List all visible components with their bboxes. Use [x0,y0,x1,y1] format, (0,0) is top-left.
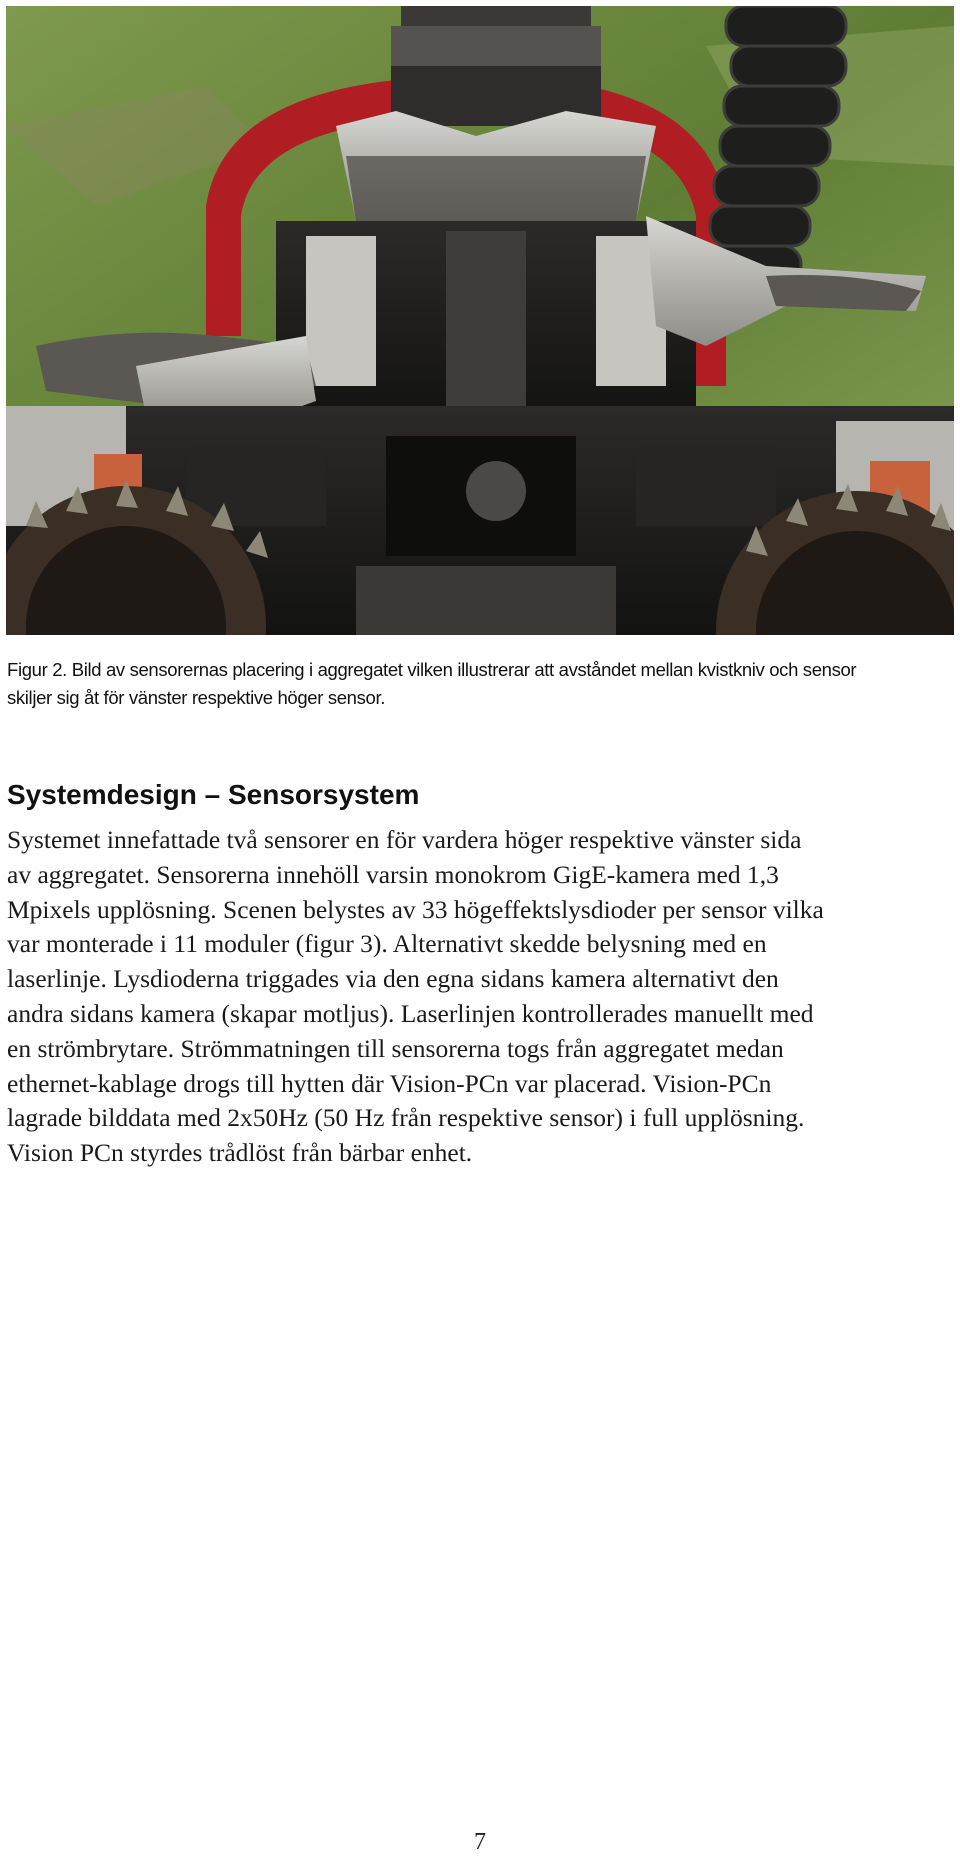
body-line: laserlinje. Lysdioderna triggades via den egna sidans kamera alternativt den [7,964,779,994]
body-line: ethernet-kablage drogs till hytten där Vision-PCn var placerad. Vision-PCn [7,1068,772,1098]
body-line: var monterade i 11 moduler (figur 3). Alternativt skedde belysning med en [7,929,767,959]
body-line: andra sidans kamera (skapar motljus). Laserlinjen kontrollerades manuellt med [7,998,814,1028]
body-line: Systemet innefattade två sensorer en för vardera höger respektive vänster sida [7,825,802,854]
figure-photo [6,6,954,635]
body-line: Vision PCn styrdes trådlöst från bärbar enhet. [7,1138,473,1168]
body-line: en strömbrytare. Strömmatningen till sensorerna togs från aggregatet medan [7,1033,784,1063]
body-line: av aggregatet. Sensorerna innehöll varsin monokrom GigE-kamera med 1,3 [7,859,779,889]
body-line: lagrade bilddata med 2x50Hz (50 Hz från respektive sensor) i full upplösning. [7,1103,805,1133]
caption-line: Figur 2. Bild av sensorernas placering i aggregatet vilken illustrerar att avståndet mellan kvistkniv och sensor [7,659,857,680]
section-heading: Systemdesign – Sensorsystem [7,779,420,810]
section-body [7,823,957,1171]
body-line: Mpixels upplösning. Scenen belystes av 33 högeffektslysdioder per sensor vilka [7,894,824,924]
harvester-head-photo [6,6,954,635]
figure-caption [7,656,937,712]
page-number: 7 [474,1829,486,1855]
caption-line: skiljer sig åt för vänster respektive höger sensor. [7,687,386,708]
